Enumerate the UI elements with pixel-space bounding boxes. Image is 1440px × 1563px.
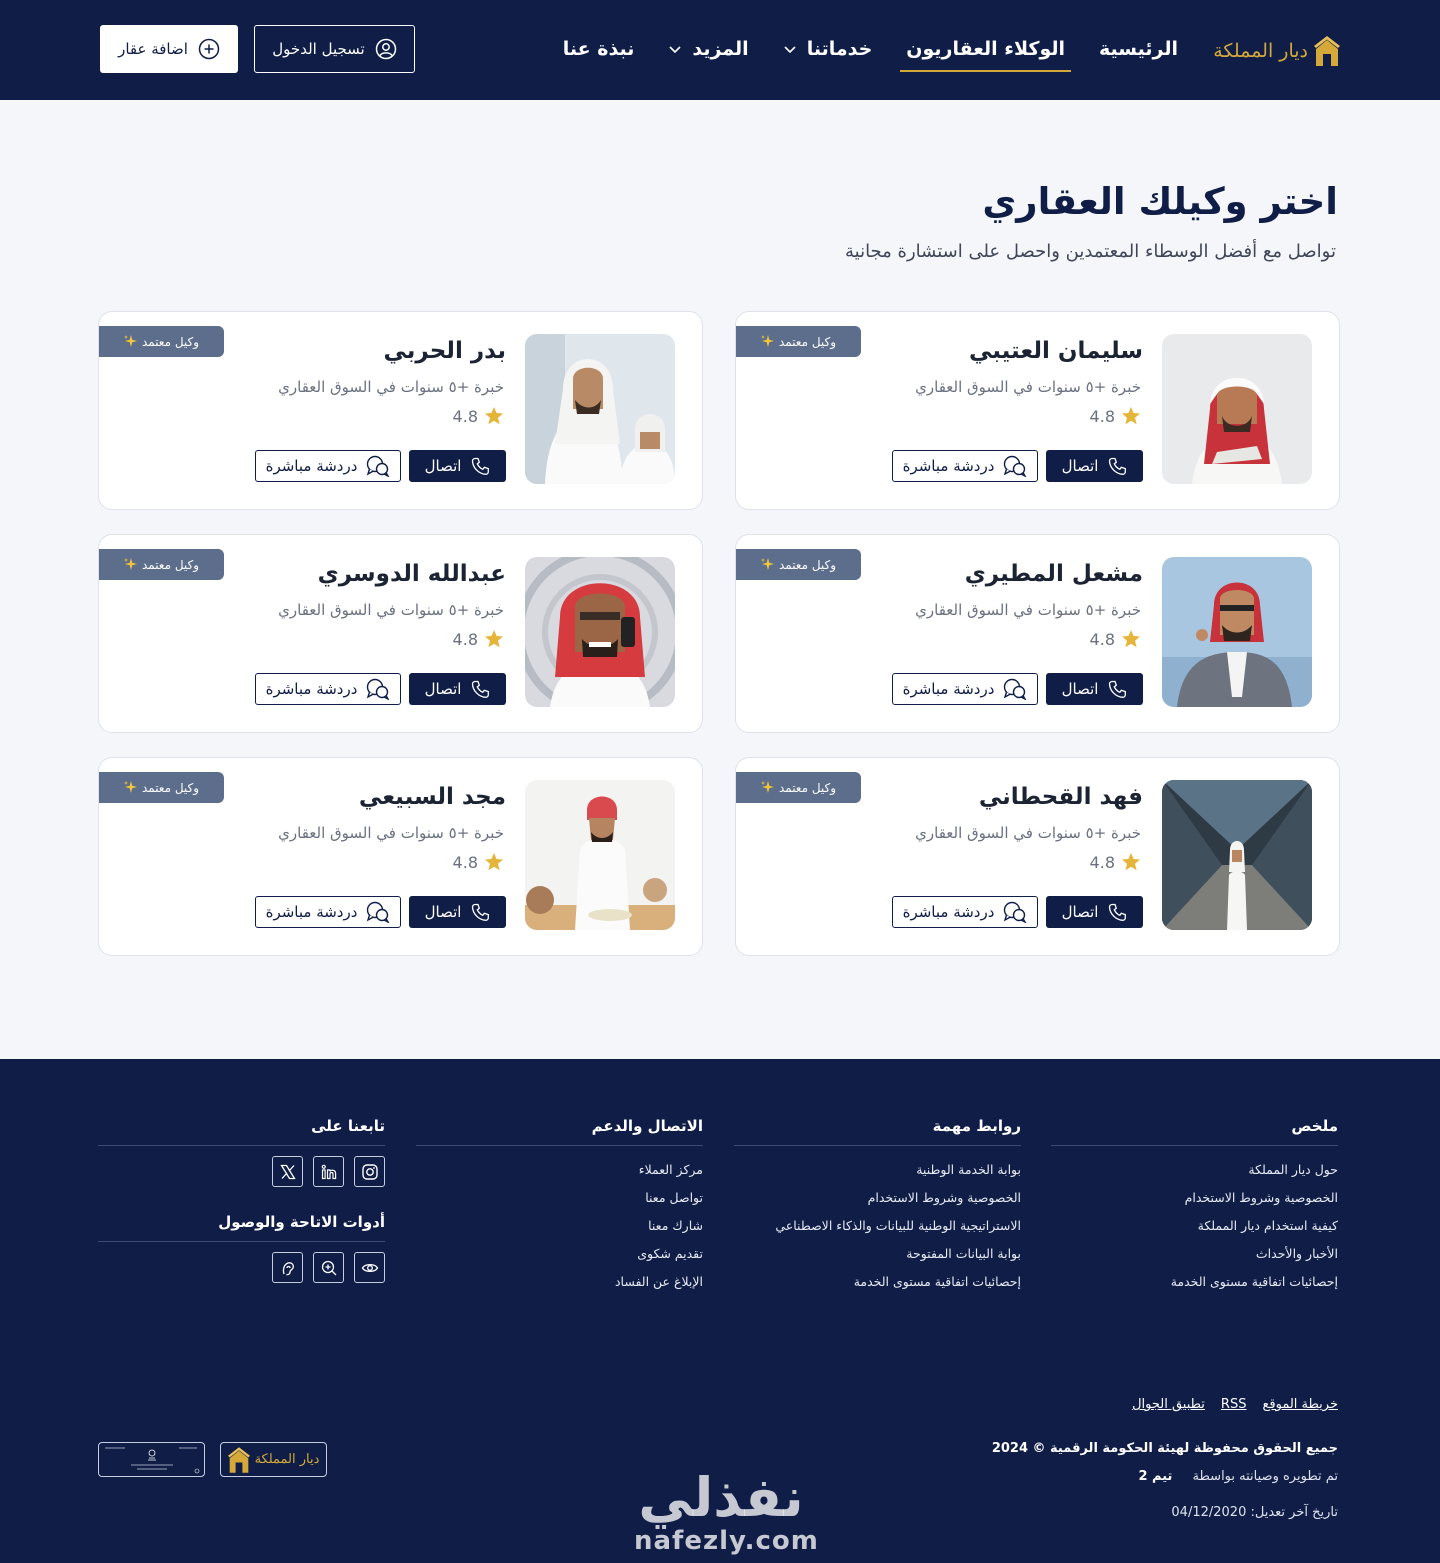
developer-name: تيم 2 xyxy=(1138,1469,1173,1484)
agent-rating xyxy=(1090,852,1141,872)
footer-link[interactable]: الخصوصية وشروط الاستخدام xyxy=(867,1190,1021,1205)
call-label: اتصال xyxy=(1061,903,1099,921)
sparkle-icon xyxy=(124,781,137,794)
developed-by-label: تم تطويره وصيانته بواسطة xyxy=(1192,1469,1338,1484)
star-icon xyxy=(484,629,504,649)
live-chat-button[interactable] xyxy=(255,896,401,928)
call-label: اتصال xyxy=(1061,457,1099,475)
footer-col-title: أدوات الاتاحة والوصول xyxy=(98,1213,385,1242)
footer-link[interactable]: إحصائيات اتفاقية مستوى الخدمة xyxy=(1170,1274,1338,1289)
rating-value: 4.8 xyxy=(452,406,478,426)
chat-label: دردشة مباشرة xyxy=(902,903,995,921)
accessibility-tools xyxy=(98,1252,385,1283)
phone-icon xyxy=(1108,680,1127,699)
agent-photo xyxy=(1162,557,1312,707)
nav-label: الرئيسية xyxy=(1099,38,1178,60)
agent-card xyxy=(98,757,703,956)
footer-link[interactable]: إحصائيات اتفاقية مستوى الخدمة xyxy=(853,1274,1021,1289)
sparkle-icon xyxy=(761,781,774,794)
star-icon xyxy=(484,406,504,426)
login-label: تسجيل الدخول xyxy=(272,40,365,58)
rss-link[interactable]: RSS xyxy=(1220,1397,1247,1412)
agent-name: بدر الحربي xyxy=(383,338,506,364)
call-button[interactable] xyxy=(409,450,506,482)
footer-link[interactable]: بوابة الخدمة الوطنية xyxy=(916,1162,1021,1177)
call-label: اتصال xyxy=(1061,680,1099,698)
zoom-in-icon[interactable] xyxy=(313,1252,344,1283)
badge-label: وكيل معتمد xyxy=(778,334,837,349)
footer-bottom-links xyxy=(1132,1397,1338,1412)
gov-authority-logo xyxy=(98,1442,205,1477)
live-chat-button[interactable] xyxy=(892,450,1038,482)
agent-card xyxy=(735,757,1340,956)
linkedin-icon[interactable] xyxy=(313,1156,344,1187)
call-button[interactable] xyxy=(1046,896,1143,928)
certified-badge xyxy=(99,326,224,357)
footer-col-contact xyxy=(416,1117,703,1296)
footer-link[interactable]: حول ديار المملكة xyxy=(1248,1162,1338,1177)
footer-link[interactable]: الأخبار والأحداث xyxy=(1255,1246,1338,1261)
agent-experience: خبرة +٥ سنوات في السوق العقاري xyxy=(278,824,504,842)
rating-value: 4.8 xyxy=(452,852,478,872)
user-circle-icon xyxy=(375,38,397,60)
phone-icon xyxy=(1108,457,1127,476)
agent-name: عبدالله الدوسري xyxy=(317,561,506,587)
chevron-down-icon xyxy=(668,42,682,56)
eye-icon[interactable] xyxy=(354,1252,385,1283)
nafezly-watermark xyxy=(634,1466,819,1556)
building-logo-icon xyxy=(1314,36,1340,66)
agent-card xyxy=(98,311,703,510)
agent-rating xyxy=(453,852,504,872)
add-property-button[interactable] xyxy=(100,25,238,73)
footer-link[interactable]: بوابة البيانات المفتوحة xyxy=(906,1246,1021,1261)
page-subtitle: تواصل مع أفضل الوسطاء المعتمدين واحصل على استشارة مجانية xyxy=(844,241,1336,262)
footer-col-title: تابعنا على xyxy=(98,1117,385,1146)
agent-experience: خبرة +٥ سنوات في السوق العقاري xyxy=(278,378,504,396)
agent-experience: خبرة +٥ سنوات في السوق العقاري xyxy=(915,824,1141,842)
mobile-app-link[interactable]: تطبيق الجوال xyxy=(1132,1397,1205,1412)
sparkle-icon xyxy=(124,335,137,348)
agent-photo xyxy=(1162,780,1312,930)
live-chat-button[interactable] xyxy=(255,450,401,482)
agent-photo xyxy=(525,557,675,707)
nav-services[interactable] xyxy=(783,38,873,60)
call-button[interactable] xyxy=(409,896,506,928)
copyright-text: جميع الحقوق محفوظة لهيئة الحكومة الرقمية © 2024 xyxy=(991,1441,1338,1456)
agent-rating xyxy=(1090,629,1141,649)
agent-experience: خبرة +٥ سنوات في السوق العقاري xyxy=(915,601,1141,619)
badge-label: وكيل معتمد xyxy=(778,557,837,572)
certified-badge xyxy=(736,326,861,357)
star-icon xyxy=(1121,629,1141,649)
star-icon xyxy=(1121,852,1141,872)
call-label: اتصال xyxy=(424,457,462,475)
agent-name: مشعل المطيري xyxy=(964,561,1143,587)
main-nav xyxy=(563,38,1178,60)
chat-bubbles-icon xyxy=(366,455,390,477)
badge-label: وكيل معتمد xyxy=(141,557,200,572)
site-header xyxy=(0,0,1440,100)
x-icon[interactable] xyxy=(272,1156,303,1187)
footer-logo-text: ديار المملكة xyxy=(254,1452,320,1467)
call-button[interactable] xyxy=(1046,450,1143,482)
footer-col-links xyxy=(734,1117,1021,1296)
chat-label: دردشة مباشرة xyxy=(265,680,358,698)
chat-bubbles-icon xyxy=(366,901,390,923)
chevron-down-icon xyxy=(783,42,797,56)
footer-link[interactable]: الخصوصية وشروط الاستخدام xyxy=(1184,1190,1338,1205)
call-button[interactable] xyxy=(409,673,506,705)
certified-badge xyxy=(99,772,224,803)
developer-credit xyxy=(1138,1469,1338,1484)
badge-label: وكيل معتمد xyxy=(778,780,837,795)
nav-more[interactable] xyxy=(668,38,748,60)
agent-rating xyxy=(453,629,504,649)
chat-bubbles-icon xyxy=(366,678,390,700)
star-icon xyxy=(484,852,504,872)
call-label: اتصال xyxy=(424,903,462,921)
building-logo-icon xyxy=(228,1447,250,1473)
footer-col-summary xyxy=(1051,1117,1338,1296)
chat-bubbles-icon xyxy=(1003,455,1027,477)
footer-link[interactable]: تواصل معنا xyxy=(645,1190,703,1205)
agent-photo xyxy=(525,780,675,930)
agent-name: مجد السبيعي xyxy=(358,784,506,810)
add-property-label: اضافة عقار xyxy=(118,40,188,58)
footer-col-follow xyxy=(98,1117,385,1309)
agent-card xyxy=(735,534,1340,733)
nav-label: خدماتنا xyxy=(806,38,873,60)
live-chat-button[interactable] xyxy=(892,896,1038,928)
agent-experience: خبرة +٥ سنوات في السوق العقاري xyxy=(915,378,1141,396)
watermark-latin: nafezly.com xyxy=(634,1526,819,1556)
star-icon xyxy=(1121,406,1141,426)
gov-emblem-icon xyxy=(99,1443,204,1476)
chat-label: دردشة مباشرة xyxy=(902,680,995,698)
rating-value: 4.8 xyxy=(1089,852,1115,872)
footer-link[interactable]: الإبلاغ عن الفساد xyxy=(614,1274,703,1289)
agent-experience: خبرة +٥ سنوات في السوق العقاري xyxy=(278,601,504,619)
footer-link[interactable]: الاستراتيجية الوطنية للبيانات والذكاء الاصطناعي xyxy=(775,1218,1021,1233)
login-button[interactable] xyxy=(254,25,415,73)
certified-badge xyxy=(736,549,861,580)
rating-value: 4.8 xyxy=(1089,629,1115,649)
footer-link[interactable]: مركز العملاء xyxy=(638,1162,703,1177)
agent-name: سليمان العتيبي xyxy=(968,338,1143,364)
phone-icon xyxy=(1108,903,1127,922)
footer-link[interactable]: كيفية استخدام ديار المملكة xyxy=(1197,1218,1338,1233)
social-links xyxy=(98,1156,385,1187)
agent-photo xyxy=(1162,334,1312,484)
call-label: اتصال xyxy=(424,680,462,698)
nav-home[interactable] xyxy=(1099,38,1178,60)
agent-photo xyxy=(525,334,675,484)
sparkle-icon xyxy=(124,558,137,571)
agent-rating xyxy=(453,406,504,426)
agent-card xyxy=(735,311,1340,510)
certified-badge xyxy=(736,772,861,803)
logo-text: ديار المملكة xyxy=(1213,40,1308,62)
certified-badge xyxy=(99,549,224,580)
footer-col-title: الاتصال والدعم xyxy=(416,1117,703,1146)
nav-agents[interactable] xyxy=(906,38,1065,60)
agent-name: فهد القحطاني xyxy=(978,784,1143,810)
chat-bubbles-icon xyxy=(1003,901,1027,923)
footer-link[interactable]: شارك معنا xyxy=(648,1218,703,1233)
footer-col-title: ملخص xyxy=(1051,1117,1338,1146)
nav-label: نبذة عنا xyxy=(562,38,635,60)
chat-label: دردشة مباشرة xyxy=(902,457,995,475)
footer-col-title: روابط مهمة xyxy=(734,1117,1021,1146)
footer-logo[interactable] xyxy=(220,1442,327,1477)
phone-icon xyxy=(471,680,490,699)
chat-label: دردشة مباشرة xyxy=(265,903,358,921)
brand-logo[interactable] xyxy=(1213,36,1340,66)
sparkle-icon xyxy=(761,335,774,348)
agent-rating xyxy=(1090,406,1141,426)
nav-label: المزيد xyxy=(692,38,749,60)
call-button[interactable] xyxy=(1046,673,1143,705)
instagram-icon[interactable] xyxy=(354,1156,385,1187)
chat-bubbles-icon xyxy=(1003,678,1027,700)
nav-about[interactable] xyxy=(563,38,635,60)
nav-label: الوكلاء العقاريون xyxy=(906,38,1066,60)
badge-label: وكيل معتمد xyxy=(141,334,200,349)
sparkle-icon xyxy=(761,558,774,571)
voice-icon[interactable] xyxy=(272,1252,303,1283)
chat-label: دردشة مباشرة xyxy=(265,457,358,475)
badge-label: وكيل معتمد xyxy=(141,780,200,795)
plus-circle-icon xyxy=(198,38,220,60)
footer-link[interactable]: تقديم شكوى xyxy=(637,1246,703,1261)
live-chat-button[interactable] xyxy=(892,673,1038,705)
phone-icon xyxy=(471,457,490,476)
rating-value: 4.8 xyxy=(1089,406,1115,426)
live-chat-button[interactable] xyxy=(255,673,401,705)
agent-card xyxy=(98,534,703,733)
phone-icon xyxy=(471,903,490,922)
sitemap-link[interactable]: خريطة الموقع xyxy=(1262,1397,1338,1412)
rating-value: 4.8 xyxy=(452,629,478,649)
watermark-arabic: نفذلي xyxy=(638,1466,804,1529)
last-modified: تاريخ آخر تعديل: 04/12/2020 xyxy=(1171,1505,1338,1520)
page-title: اختر وكيلك العقاري xyxy=(982,180,1338,223)
